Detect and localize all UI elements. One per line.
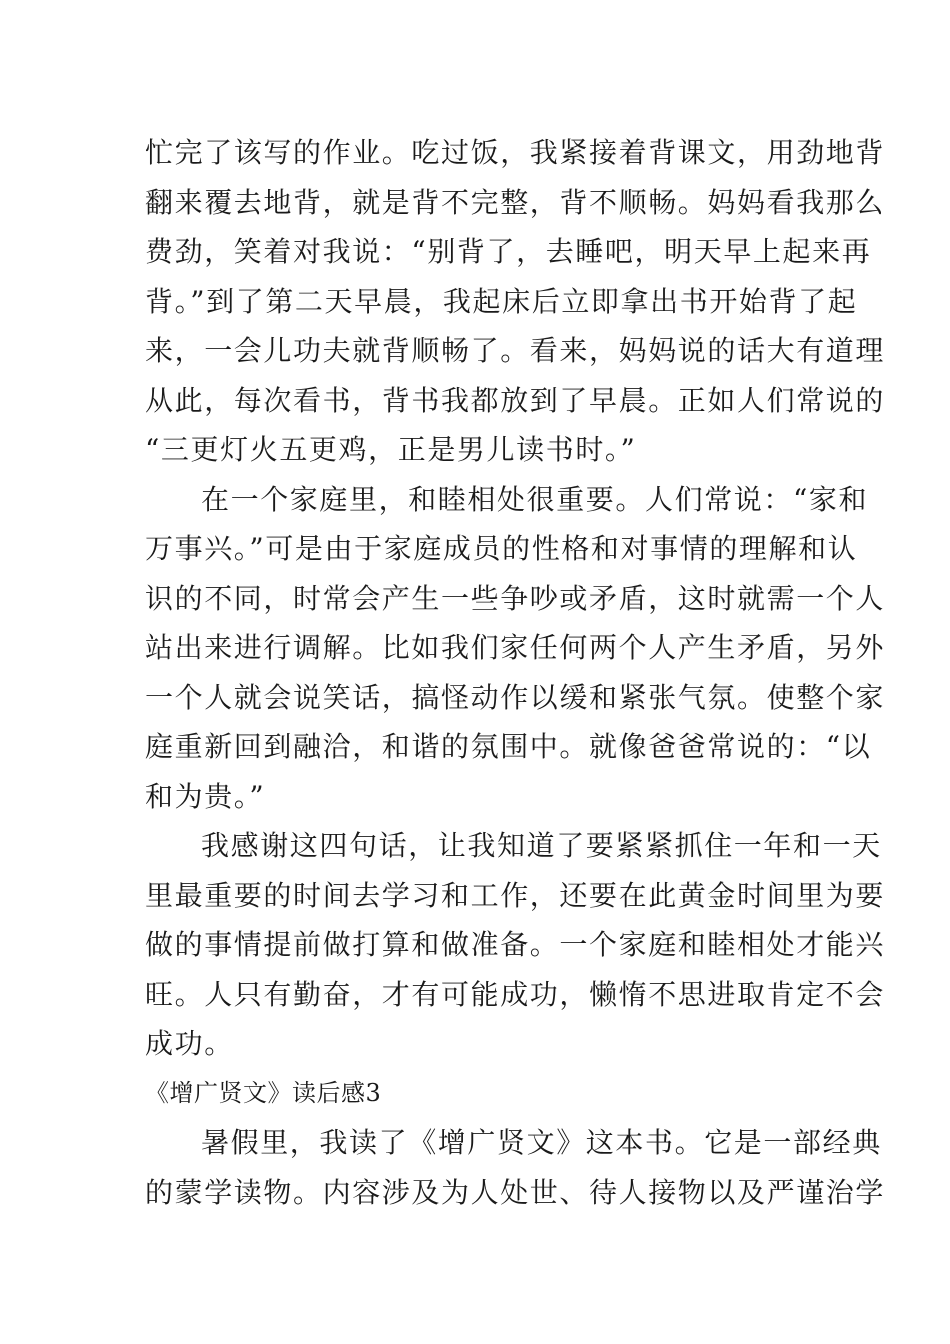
text-line: 站出来进行调解。比如我们家任何两个人产生矛盾，另外: [145, 631, 886, 664]
text-line: 和为贵。”: [145, 779, 266, 813]
text-line: 里最重要的时间去学习和工作，还要在此黄金时间里为要: [145, 878, 886, 912]
text-line: 做的事情提前做打算和做准备。一个家庭和睦相处才能兴: [145, 928, 886, 961]
paragraph-1: [145, 128, 886, 475]
text-line: 我感谢这四句话，让我知道了要紧紧抓住一年和一天: [201, 829, 882, 862]
document-body: [145, 128, 886, 1217]
text-line: 费劲，笑着对我说：“别背了，去睡吧，明天早上起来再: [145, 235, 872, 268]
paragraph-4: [145, 1118, 886, 1217]
paragraph-2: [145, 475, 886, 822]
text-line: 在一个家庭里，和睦相处很重要。人们常说：“家和: [201, 482, 869, 516]
text-line: “三更灯火五更鸡，正是男儿读书时。”: [145, 433, 637, 466]
text-line: 背。”到了第二天早晨，我起床后立即拿出书开始背了起: [145, 284, 858, 318]
text-line: 旺。人只有勤奋，才有可能成功，懒惰不思进取肯定不会: [145, 977, 886, 1011]
text-line: 来，一会儿功夫就背顺畅了。看来，妈妈说的话大有道理: [145, 334, 886, 367]
text-line: 成功。: [145, 1027, 234, 1060]
text-line: 暑假里，我读了《增广贤文》这本书。它是一部经典: [201, 1126, 882, 1159]
text-line: 识的不同，时常会产生一些争吵或矛盾，这时就需一个人: [145, 581, 886, 615]
text-line: 从此，每次看书，背书我都放到了早晨。正如人们常说的: [145, 383, 886, 417]
text-line: 忙完了该写的作业。吃过饭，我紧接着背课文，用劲地背: [145, 136, 886, 169]
section-heading: 《增广贤文》读后感3: [145, 1078, 382, 1107]
text-line: 庭重新回到融洽，和谐的氛围中。就像爸爸常说的：“以: [145, 730, 872, 763]
text-line: 万事兴。”可是由于家庭成员的性格和对事情的理解和认: [145, 532, 858, 565]
paragraph-3: [145, 821, 886, 1069]
text-line: 一个人就会说笑话，搞怪动作以缓和紧张气氛。使整个家: [145, 680, 886, 714]
text-line: 的蒙学读物。内容涉及为人处世、待人接物以及严谨治学: [145, 1175, 886, 1209]
text-line: 翻来覆去地背，就是背不完整，背不顺畅。妈妈看我那么: [145, 185, 886, 219]
